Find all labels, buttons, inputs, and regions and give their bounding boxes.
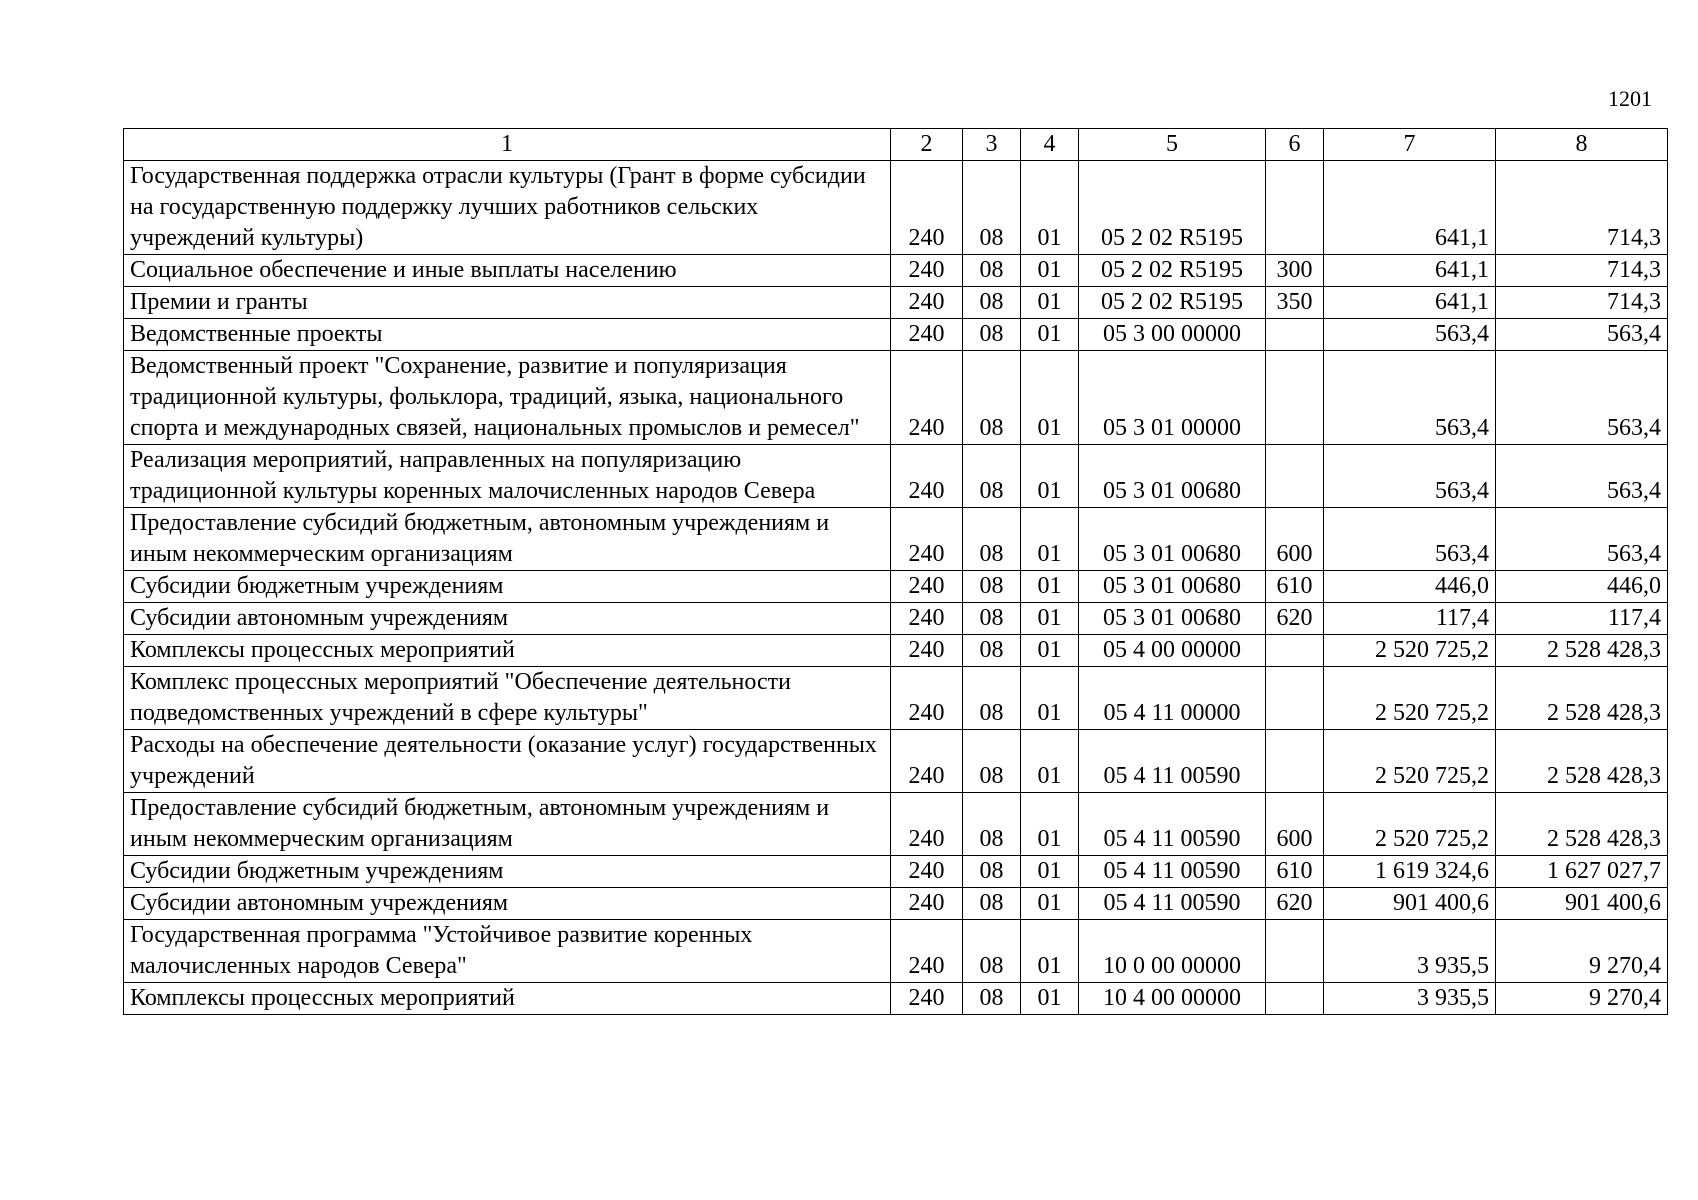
ministry-code: 240 — [891, 161, 963, 255]
column-header: 1 — [124, 129, 891, 161]
target-article-code: 05 3 01 00680 — [1079, 508, 1266, 571]
table-row — [124, 508, 1668, 571]
subsection-code: 01 — [1021, 255, 1079, 287]
item-name: Реализация мероприятий, направленных на популяризацию традиционной культуры коренных малочисленных народов Севера — [124, 445, 891, 508]
item-name: Премии и гранты — [124, 287, 891, 319]
amount-col-8: 9 270,4 — [1496, 983, 1668, 1015]
section-code: 08 — [963, 445, 1021, 508]
amount-col-7: 563,4 — [1324, 508, 1496, 571]
ministry-code: 240 — [891, 793, 963, 856]
amount-col-7: 2 520 725,2 — [1324, 793, 1496, 856]
subsection-code: 01 — [1021, 667, 1079, 730]
table-row — [124, 856, 1668, 888]
expense-type-code: 600 — [1266, 508, 1324, 571]
budget-table — [123, 128, 1668, 1015]
item-name: Комплекс процессных мероприятий "Обеспечение деятельности подведомственных учреждений в сфере культуры" — [124, 667, 891, 730]
column-header: 7 — [1324, 129, 1496, 161]
amount-col-7: 2 520 725,2 — [1324, 667, 1496, 730]
section-code: 08 — [963, 255, 1021, 287]
ministry-code: 240 — [891, 445, 963, 508]
expense-type-code — [1266, 730, 1324, 793]
item-name: Комплексы процессных мероприятий — [124, 635, 891, 667]
amount-col-8: 714,3 — [1496, 287, 1668, 319]
column-header: 3 — [963, 129, 1021, 161]
subsection-code: 01 — [1021, 571, 1079, 603]
header-row — [124, 129, 1668, 161]
subsection-code: 01 — [1021, 287, 1079, 319]
amount-col-7: 117,4 — [1324, 603, 1496, 635]
ministry-code: 240 — [891, 920, 963, 983]
target-article-code: 10 0 00 00000 — [1079, 920, 1266, 983]
ministry-code: 240 — [891, 319, 963, 351]
section-code: 08 — [963, 287, 1021, 319]
subsection-code: 01 — [1021, 730, 1079, 793]
ministry-code: 240 — [891, 667, 963, 730]
item-name: Субсидии автономным учреждениям — [124, 603, 891, 635]
amount-col-8: 901 400,6 — [1496, 888, 1668, 920]
section-code: 08 — [963, 920, 1021, 983]
item-name: Субсидии автономным учреждениям — [124, 888, 891, 920]
table-row — [124, 793, 1668, 856]
subsection-code: 01 — [1021, 793, 1079, 856]
item-name: Комплексы процессных мероприятий — [124, 983, 891, 1015]
item-name: Предоставление субсидий бюджетным, автономным учреждениям и иным некоммерческим организациям — [124, 793, 891, 856]
amount-col-7: 641,1 — [1324, 255, 1496, 287]
table-row — [124, 603, 1668, 635]
expense-type-code: 350 — [1266, 287, 1324, 319]
section-code: 08 — [963, 635, 1021, 667]
target-article-code: 05 4 00 00000 — [1079, 635, 1266, 667]
amount-col-7: 563,4 — [1324, 351, 1496, 445]
item-name: Государственная поддержка отрасли культуры (Грант в форме субсидии на государственную поддержку лучших работников сельских учреждений культуры) — [124, 161, 891, 255]
item-name: Предоставление субсидий бюджетным, автономным учреждениям и иным некоммерческим организациям — [124, 508, 891, 571]
table-row — [124, 635, 1668, 667]
table-row — [124, 983, 1668, 1015]
item-name: Субсидии бюджетным учреждениям — [124, 856, 891, 888]
amount-col-7: 901 400,6 — [1324, 888, 1496, 920]
expense-type-code — [1266, 667, 1324, 730]
amount-col-7: 641,1 — [1324, 287, 1496, 319]
amount-col-8: 563,4 — [1496, 508, 1668, 571]
expense-type-code — [1266, 635, 1324, 667]
column-header: 2 — [891, 129, 963, 161]
table-row — [124, 161, 1668, 255]
target-article-code: 05 4 11 00590 — [1079, 856, 1266, 888]
ministry-code: 240 — [891, 508, 963, 571]
table-row — [124, 255, 1668, 287]
expense-type-code — [1266, 319, 1324, 351]
table-row — [124, 319, 1668, 351]
ministry-code: 240 — [891, 888, 963, 920]
section-code: 08 — [963, 571, 1021, 603]
item-name: Социальное обеспечение и иные выплаты населению — [124, 255, 891, 287]
amount-col-8: 2 528 428,3 — [1496, 730, 1668, 793]
section-code: 08 — [963, 667, 1021, 730]
table-row — [124, 351, 1668, 445]
subsection-code: 01 — [1021, 161, 1079, 255]
subsection-code: 01 — [1021, 445, 1079, 508]
amount-col-8: 563,4 — [1496, 319, 1668, 351]
expense-type-code — [1266, 920, 1324, 983]
column-header: 4 — [1021, 129, 1079, 161]
expense-type-code: 620 — [1266, 603, 1324, 635]
subsection-code: 01 — [1021, 508, 1079, 571]
target-article-code: 05 4 11 00590 — [1079, 730, 1266, 793]
target-article-code: 05 3 01 00680 — [1079, 445, 1266, 508]
ministry-code: 240 — [891, 730, 963, 793]
amount-col-8: 563,4 — [1496, 351, 1668, 445]
ministry-code: 240 — [891, 856, 963, 888]
target-article-code: 05 3 00 00000 — [1079, 319, 1266, 351]
amount-col-7: 1 619 324,6 — [1324, 856, 1496, 888]
amount-col-8: 9 270,4 — [1496, 920, 1668, 983]
section-code: 08 — [963, 730, 1021, 793]
section-code: 08 — [963, 793, 1021, 856]
amount-col-7: 2 520 725,2 — [1324, 635, 1496, 667]
expense-type-code: 610 — [1266, 856, 1324, 888]
item-name: Государственная программа "Устойчивое развитие коренных малочисленных народов Севера" — [124, 920, 891, 983]
expense-type-code: 620 — [1266, 888, 1324, 920]
expense-type-code: 300 — [1266, 255, 1324, 287]
table-row — [124, 287, 1668, 319]
ministry-code: 240 — [891, 603, 963, 635]
subsection-code: 01 — [1021, 319, 1079, 351]
section-code: 08 — [963, 508, 1021, 571]
expense-type-code — [1266, 351, 1324, 445]
amount-col-7: 2 520 725,2 — [1324, 730, 1496, 793]
target-article-code: 05 4 11 00590 — [1079, 888, 1266, 920]
subsection-code: 01 — [1021, 856, 1079, 888]
section-code: 08 — [963, 983, 1021, 1015]
target-article-code: 05 4 11 00000 — [1079, 667, 1266, 730]
table-row — [124, 920, 1668, 983]
subsection-code: 01 — [1021, 351, 1079, 445]
page-number: 1201 — [1608, 86, 1652, 111]
amount-col-8: 2 528 428,3 — [1496, 635, 1668, 667]
subsection-code: 01 — [1021, 888, 1079, 920]
subsection-code: 01 — [1021, 603, 1079, 635]
amount-col-7: 3 935,5 — [1324, 920, 1496, 983]
section-code: 08 — [963, 856, 1021, 888]
target-article-code: 05 2 02 R5195 — [1079, 161, 1266, 255]
target-article-code: 05 3 01 00680 — [1079, 603, 1266, 635]
target-article-code: 05 4 11 00590 — [1079, 793, 1266, 856]
item-name: Ведомственные проекты — [124, 319, 891, 351]
amount-col-8: 2 528 428,3 — [1496, 793, 1668, 856]
subsection-code: 01 — [1021, 920, 1079, 983]
ministry-code: 240 — [891, 287, 963, 319]
expense-type-code: 610 — [1266, 571, 1324, 603]
table-row — [124, 730, 1668, 793]
item-name: Ведомственный проект "Сохранение, развитие и популяризация традиционной культуры, фольклора, традиций, языка, национального спорта и международных связей, национальных промыслов и ремесел" — [124, 351, 891, 445]
target-article-code: 10 4 00 00000 — [1079, 983, 1266, 1015]
section-code: 08 — [963, 351, 1021, 445]
section-code: 08 — [963, 161, 1021, 255]
target-article-code: 05 3 01 00680 — [1079, 571, 1266, 603]
expense-type-code — [1266, 983, 1324, 1015]
section-code: 08 — [963, 603, 1021, 635]
subsection-code: 01 — [1021, 635, 1079, 667]
target-article-code: 05 2 02 R5195 — [1079, 255, 1266, 287]
table-row — [124, 667, 1668, 730]
amount-col-8: 714,3 — [1496, 255, 1668, 287]
table-row — [124, 888, 1668, 920]
target-article-code: 05 2 02 R5195 — [1079, 287, 1266, 319]
ministry-code: 240 — [891, 635, 963, 667]
amount-col-7: 3 935,5 — [1324, 983, 1496, 1015]
ministry-code: 240 — [891, 983, 963, 1015]
section-code: 08 — [963, 319, 1021, 351]
subsection-code: 01 — [1021, 983, 1079, 1015]
amount-col-7: 641,1 — [1324, 161, 1496, 255]
amount-col-8: 563,4 — [1496, 445, 1668, 508]
ministry-code: 240 — [891, 571, 963, 603]
amount-col-8: 2 528 428,3 — [1496, 667, 1668, 730]
item-name: Расходы на обеспечение деятельности (оказание услуг) государственных учреждений — [124, 730, 891, 793]
amount-col-7: 563,4 — [1324, 445, 1496, 508]
column-header: 5 — [1079, 129, 1266, 161]
amount-col-8: 714,3 — [1496, 161, 1668, 255]
section-code: 08 — [963, 888, 1021, 920]
expense-type-code — [1266, 445, 1324, 508]
table-row — [124, 571, 1668, 603]
column-header: 8 — [1496, 129, 1668, 161]
expense-type-code: 600 — [1266, 793, 1324, 856]
amount-col-8: 1 627 027,7 — [1496, 856, 1668, 888]
expense-type-code — [1266, 161, 1324, 255]
amount-col-7: 563,4 — [1324, 319, 1496, 351]
amount-col-8: 117,4 — [1496, 603, 1668, 635]
table-row — [124, 445, 1668, 508]
item-name: Субсидии бюджетным учреждениям — [124, 571, 891, 603]
amount-col-8: 446,0 — [1496, 571, 1668, 603]
target-article-code: 05 3 01 00000 — [1079, 351, 1266, 445]
ministry-code: 240 — [891, 351, 963, 445]
column-header: 6 — [1266, 129, 1324, 161]
ministry-code: 240 — [891, 255, 963, 287]
amount-col-7: 446,0 — [1324, 571, 1496, 603]
